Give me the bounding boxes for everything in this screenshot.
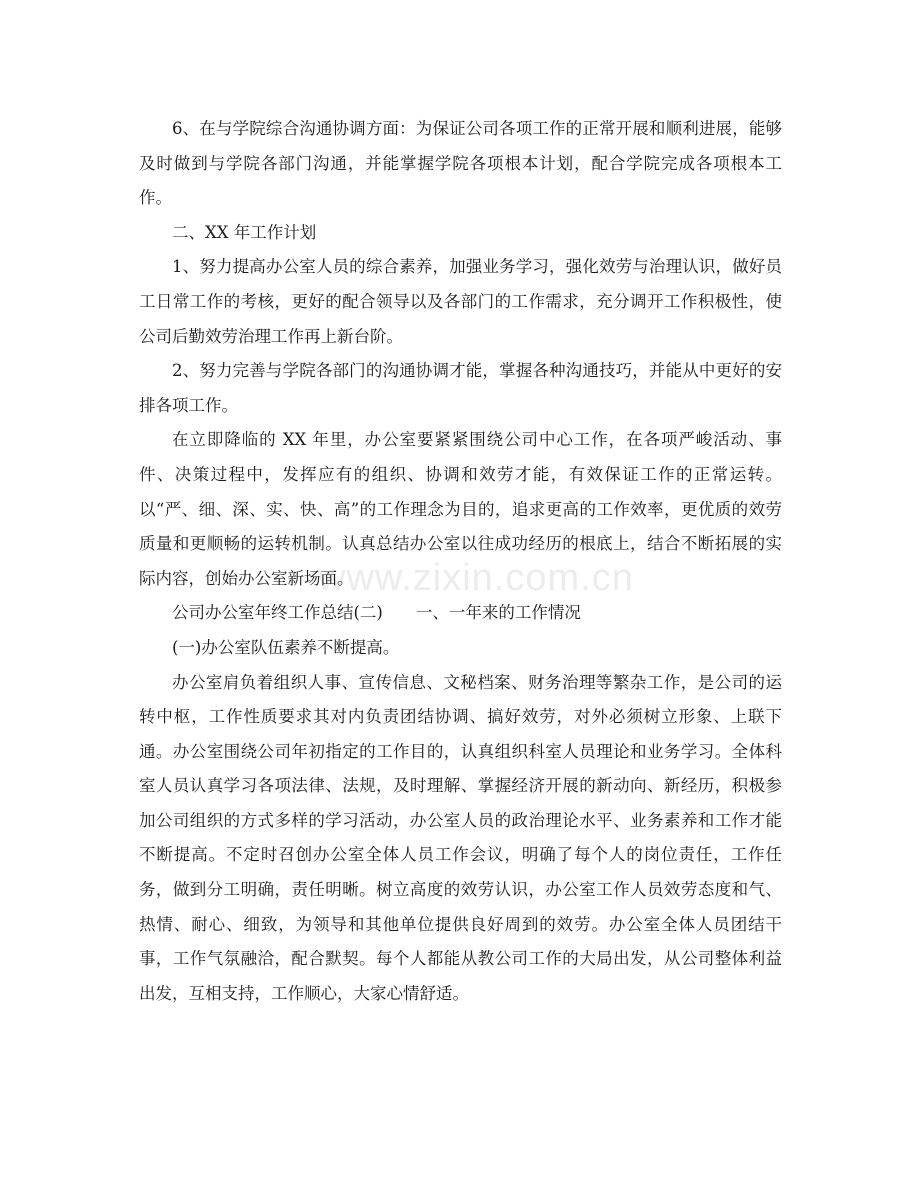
document-body [139, 112, 782, 1011]
paragraph-plan-item-2: 2、努力完善与学院各部门的沟通协调才能，掌握各种沟通技巧，并能从中更好的安排各项工作。 [139, 361, 782, 415]
summary-title-line: 公司办公室年终工作总结(二) 一、一年来的工作情况 [172, 603, 581, 623]
paragraph-office-duties: 办公室肩负着组织人事、宣传信息、文秘档案、财务治理等繁杂工作，是公司的运转中枢，工作性质要求其对内负责团结协调、搞好效劳，对外必须树立形象、上联下通。办公室围绕公司年初指定的工作目的，认真组织科室人员理论和业务学习。全体科室人员认真学习各项法律、法规，及时理解、掌握经济开展的新动向、新经历，积极参加公司组织的方式多样的学习活动，办公室人员的政治理论水平、业务素养和工作才能不断提高。不定时召创办公室全体人员工作会议，明确了每个人的岗位责任，工作任务，做到分工明确，责任明晰。树立高度的效劳认识，办公室工作人员效劳态度和气、热情、耐心、细致，为领导和其他单位提供良好周到的效劳。办公室全体人员团结干事，工作气氛融洽，配合默契。每个人都能从教公司工作的大局出发，从公司整体利益出发，互相支持，工作顺心，大家心情舒适。 [139, 672, 782, 1003]
paragraph-plan-item-1: 1、努力提高办公室人员的综合素养，加强业务学习，强化效劳与治理认识，做好员工日常工作的考核，更好的配合领导以及各部门的工作需求，充分调开工作积极性，使公司后勤效劳治理工作再上新台阶。 [139, 257, 782, 346]
section-heading-work-plan: 二、XX 年工作计划 [172, 222, 317, 242]
watermark: www.zixin.com.cn [318, 557, 634, 599]
paragraph-outlook: 在立即降临的 XX 年里，办公室要紧紧围绕公司中心工作，在各项严峻活动、事件、决策过程中，发挥应有的组织、协调和效劳才能，有效保证工作的正常运转。以“严、细、深、实、快、高”的工作理念为目的，追求更高的工作效率，更优质的效劳质量和更顺畅的运转机制。认真总结办公室以往成功经历的根底上，结合不断拓展的实际内容，创始办公室新场面。 [139, 430, 782, 588]
subsection-heading-team: (一)办公室队伍素养不断提高。 [172, 637, 400, 657]
paragraph-coordination: 6、在与学院综合沟通协调方面：为保证公司各项工作的正常开展和顺利进展，能够及时做到与学院各部门沟通，并能掌握学院各项根本计划，配合学院完成各项根本工作。 [139, 119, 782, 208]
